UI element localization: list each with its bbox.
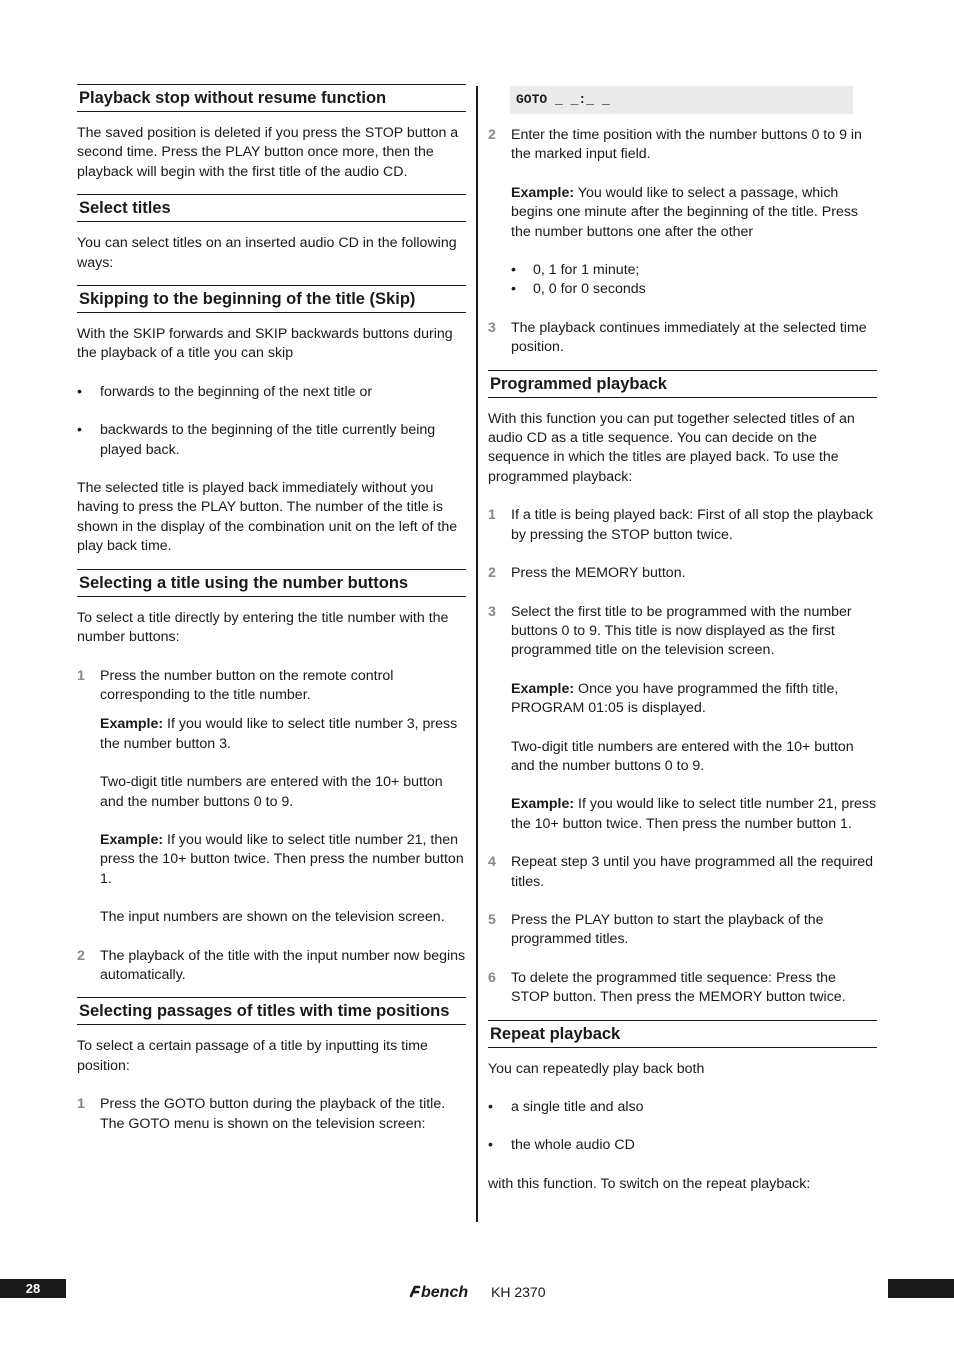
step-item: 2 Press the MEMORY button. [488, 564, 877, 583]
step-item: 6 To delete the programmed title sequence: Press the STOP button. Then press the MEMORY button twice. [488, 969, 877, 1008]
step-item: 1 Press the GOTO button during the playback of the title. The GOTO menu is shown on the television screen: [77, 1095, 466, 1134]
footer-brand [409, 1282, 545, 1302]
step-number: 5 [488, 911, 496, 928]
page-number: 28 [0, 1279, 66, 1298]
list-item: • forwards to the beginning of the next title or [77, 383, 466, 402]
heading-skip: Skipping to the beginning of the title (Skip) [77, 285, 466, 313]
column-divider [476, 86, 478, 1222]
bullet-marker: • [511, 262, 516, 279]
step-item: 1 Press the number button on the remote control corresponding to the title number. [77, 667, 466, 706]
step-item: 5 Press the PLAY button to start the playback of the programmed titles. [488, 911, 877, 950]
step-item: 3 Select the first title to be programmed with the number buttons 0 to 9. This title is now displayed as the first programmed title on the television screen. [488, 603, 877, 661]
paragraph-repeat-switch: with this function. To switch on the repeat playback: [488, 1175, 811, 1192]
note-text: The input numbers are shown on the television screen. [100, 909, 445, 926]
brand-logo-icon [409, 1283, 487, 1301]
list-item: • 0, 1 for 1 minute; [488, 261, 877, 280]
brand-wordmark: bench [421, 1284, 469, 1301]
bullet-marker: • [488, 1137, 493, 1154]
goto-display: GOTO _ _:_ _ [510, 86, 853, 114]
step-number: 2 [488, 565, 496, 582]
step-number: 3 [488, 319, 496, 336]
heading-number-buttons: Selecting a title using the number buttons [77, 569, 466, 597]
step-item: 4 Repeat step 3 until you have programmed all the required titles. [488, 853, 877, 892]
footer-bar [888, 1279, 954, 1298]
heading-programmed-playback: Programmed playback [488, 370, 877, 398]
example-text: Example: You would like to select a passage, which begins one minute after the beginning of the title. Press the number buttons one after the other [511, 184, 859, 240]
step-item: 3 The playback continues immediately at the selected time position. [488, 319, 877, 358]
paragraph-skip: With the SKIP forwards and SKIP backwards buttons during the playback of a title you can skip [77, 326, 453, 362]
bullet-marker: • [488, 1099, 493, 1115]
paragraph-time-positions: To select a certain passage of a title by inputting its time position: [77, 1038, 428, 1074]
paragraph-repeat-playback: You can repeatedly play back both [488, 1060, 705, 1077]
list-item: • 0, 0 for 0 seconds [488, 280, 877, 299]
paragraph-playback-stop: The saved position is deleted if you press the STOP button a second time. Press the PLAY button once more, then the playback will begin with the first title of the audio CD. [77, 125, 459, 180]
step-item: 1 If a title is being played back: First of all stop the playback by pressing the STOP button twice. [488, 506, 877, 545]
step-number: 2 [77, 947, 85, 964]
step-number: 3 [488, 603, 496, 620]
paragraph-skip-result: The selected title is played back immediately without you having to press the PLAY button. The number of the title is shown in the display of the combination unit on the left of the play back time. [77, 480, 458, 555]
heading-select-titles: Select titles [77, 194, 466, 222]
step-number: 2 [488, 127, 496, 143]
example-text: Example: If you would like to select title number 21, press the 10+ button twice. Then press the number button 1. [511, 796, 877, 832]
step-number: 1 [77, 667, 85, 684]
list-item: • backwards to the beginning of the title currently being played back. [77, 421, 466, 460]
example-text: Example: Once you have programmed the fifth title, PROGRAM 01:05 is displayed. [511, 680, 839, 717]
step-number: 4 [488, 854, 496, 871]
step-item: 2 Enter the time position with the number buttons 0 to 9 in the marked input field. [488, 126, 877, 165]
paragraph-select-titles: You can select titles on an inserted audio CD in the following ways: [77, 235, 457, 271]
step-number: 6 [488, 969, 496, 986]
list-item: • a single title and also [488, 1098, 877, 1117]
step-number: 1 [77, 1096, 85, 1113]
example-text: Example: If you would like to select title number 3, press the number button 3. [100, 716, 458, 752]
list-item: • the whole audio CD [488, 1136, 877, 1155]
note-text: Two-digit title numbers are entered with the 10+ button and the number buttons 0 to 9. [511, 738, 854, 774]
heading-playback-stop: Playback stop without resume function [77, 84, 466, 112]
heading-repeat-playback: Repeat playback [488, 1020, 877, 1048]
paragraph-number-buttons: To select a title directly by entering the title number with the number buttons: [77, 609, 449, 646]
model-number: KH 2370 [491, 1284, 546, 1300]
heading-time-positions: Selecting passages of titles with time positions [77, 997, 466, 1025]
left-column [77, 84, 466, 1134]
bullet-marker: • [511, 281, 516, 298]
note-text: Two-digit title numbers are entered with the 10+ button and the number buttons 0 to 9. [100, 774, 443, 810]
paragraph-programmed-playback: With this function you can put together selected titles of an audio CD as a title sequence. You can decide on the sequence in which the titles are played back. To use the programmed playback: [488, 410, 855, 485]
step-number: 1 [488, 507, 496, 524]
bullet-marker: • [77, 422, 82, 439]
example-text: Example: If you would like to select title number 21, then press the 10+ button twice. Then press the number button 1. [100, 831, 464, 887]
step-item: 2 The playback of the title with the input number now begins automatically. [77, 947, 466, 986]
right-column [488, 86, 877, 1194]
bullet-marker: • [77, 383, 82, 400]
